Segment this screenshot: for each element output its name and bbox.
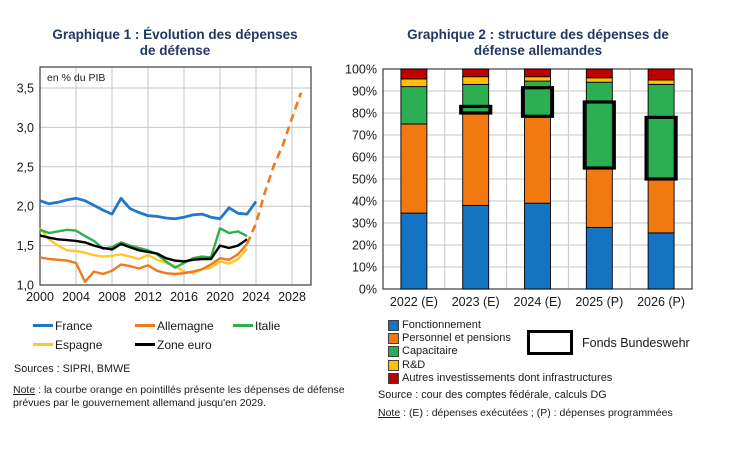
chart1-title-line2: de défense — [139, 43, 211, 58]
svg-text:20%: 20% — [351, 238, 377, 253]
legend-label-personnel: Personnel et pensions — [402, 332, 511, 345]
svg-text:70%: 70% — [351, 128, 377, 143]
chart1-sources: Sources : SIPRI, BMWE — [14, 363, 131, 375]
svg-text:2026 (P): 2026 (P) — [637, 295, 686, 309]
chart2-title — [388, 27, 688, 59]
svg-text:100%: 100% — [345, 62, 377, 77]
legend-label-fonds-bundeswehr: Fonds Bundeswehr — [582, 335, 690, 350]
chart2-title-line2: défense allemandes — [473, 43, 603, 58]
france-line-swatch — [33, 324, 53, 328]
chart2-source: Source : cour des comptes fédérale, calculs DG — [378, 389, 607, 401]
chart1-legend — [33, 316, 280, 354]
svg-text:2023 (E): 2023 (E) — [451, 295, 500, 309]
svg-text:1,5: 1,5 — [16, 239, 34, 254]
svg-text:2012: 2012 — [134, 290, 162, 304]
chart1-note-text: : la courbe orange en pointillés présente les dépenses de défense prévues par le gouvernement allemand jusqu'en 2029. — [13, 384, 345, 409]
capacitaire-swatch — [388, 346, 399, 357]
svg-text:60%: 60% — [351, 150, 377, 165]
fonds-bundeswehr-swatch — [527, 330, 573, 355]
legend-label-espagne: Espagne — [55, 337, 103, 352]
legend-label-italie: Italie — [255, 318, 281, 333]
legend-label-capacitaire: Capacitaire — [402, 345, 458, 358]
espagne-line-swatch — [33, 343, 53, 347]
legend-label-allemagne: Allemagne — [157, 318, 214, 333]
legend-item-italie — [233, 319, 280, 333]
legend-item-autres — [388, 372, 612, 385]
svg-text:2024: 2024 — [242, 290, 270, 304]
rd-swatch — [388, 360, 399, 371]
personnel-swatch — [388, 333, 399, 344]
legend-label-rd: R&D — [402, 358, 426, 371]
legend-item-france — [33, 319, 135, 333]
svg-text:40%: 40% — [351, 194, 377, 209]
svg-text:3,0: 3,0 — [16, 120, 34, 135]
chart2-note — [378, 407, 738, 420]
svg-text:30%: 30% — [351, 216, 377, 231]
chart1-note — [13, 384, 351, 410]
chart1-title — [25, 27, 325, 59]
legend-item-zone-euro — [135, 338, 233, 352]
svg-text:10%: 10% — [351, 260, 377, 275]
chart1-line-plot — [0, 60, 340, 310]
legend-label-france: France — [55, 318, 93, 333]
italie-line-swatch — [233, 324, 253, 328]
fonctionnement-swatch — [388, 320, 399, 331]
chart1-title-line1: Graphique 1 : Évolution des dépenses — [52, 27, 298, 42]
chart2-stacked-bar-plot — [340, 60, 720, 320]
svg-text:3,5: 3,5 — [16, 81, 34, 96]
svg-text:2024 (E): 2024 (E) — [513, 295, 562, 309]
chart2-note-text: : (E) : dépenses exécutées ; (P) : dépenses programmées — [400, 407, 673, 419]
svg-text:80%: 80% — [351, 106, 377, 121]
svg-text:90%: 90% — [351, 84, 377, 99]
chart2-note-label: Note — [378, 407, 401, 419]
svg-text:0%: 0% — [358, 282, 377, 297]
legend-item-rd — [388, 359, 612, 372]
chart2-title-line1: Graphique 2 : structure des dépenses de — [407, 27, 669, 42]
svg-text:2028: 2028 — [278, 290, 306, 304]
svg-text:50%: 50% — [351, 172, 377, 187]
svg-text:2,0: 2,0 — [16, 199, 34, 214]
svg-text:2000: 2000 — [26, 290, 54, 304]
allemagne-line-swatch — [135, 324, 155, 328]
chart1-note-label: Note — [13, 384, 36, 396]
legend-label-zone-euro: Zone euro — [157, 337, 212, 352]
legend-label-fonctionnement: Fonctionnement — [402, 319, 481, 331]
svg-text:2004: 2004 — [62, 290, 90, 304]
svg-text:1,0: 1,0 — [16, 278, 34, 293]
legend-item-fonds-bundeswehr — [527, 330, 690, 355]
autres-swatch — [388, 373, 399, 384]
svg-text:2016: 2016 — [170, 290, 198, 304]
legend-item-espagne — [33, 338, 135, 352]
svg-text:2020: 2020 — [206, 290, 234, 304]
legend-label-autres: Autres investissements dont infrastructures — [402, 371, 613, 384]
svg-text:2008: 2008 — [98, 290, 126, 304]
chart1-unit-annotation: en % du PIB — [47, 72, 106, 84]
legend-item-allemagne — [135, 319, 233, 333]
zone-euro-line-swatch — [135, 343, 155, 347]
svg-text:2,5: 2,5 — [16, 160, 34, 175]
svg-text:2022 (E): 2022 (E) — [389, 295, 438, 309]
svg-text:2025 (P): 2025 (P) — [575, 295, 624, 309]
